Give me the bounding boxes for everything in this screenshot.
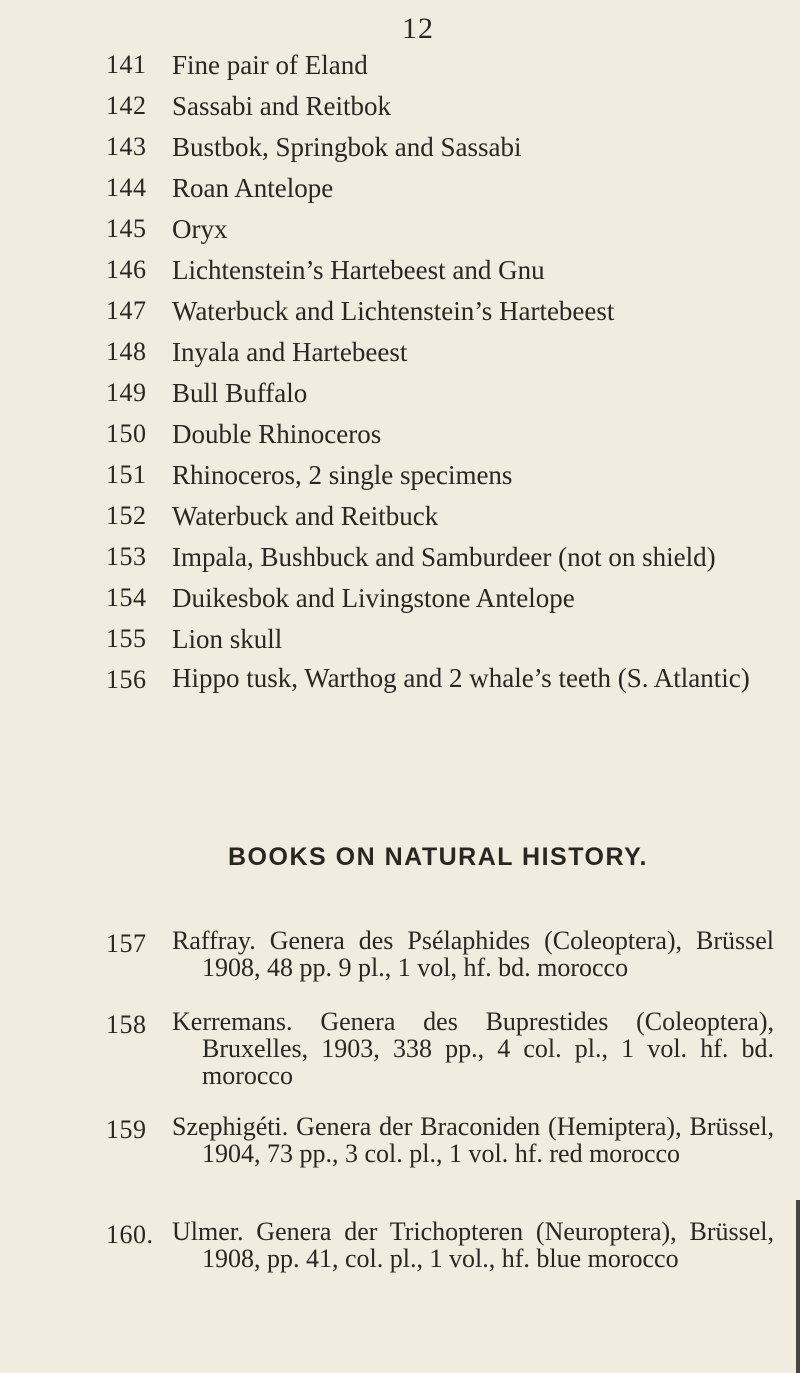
lot-description: Rhinoceros, 2 single specimens: [172, 460, 513, 490]
lot-description: Waterbuck and Lichtenstein’s Hartebeest: [172, 296, 615, 326]
lot-number: 146: [106, 255, 147, 284]
lot-description-text: Hippo tusk, Warthog and 2 whale’s teeth (S. Atlantic): [172, 663, 750, 693]
lot-number: 159: [106, 1115, 147, 1144]
lot-description: Impala, Bushbuck and Samburdeer (not on shield): [172, 542, 716, 572]
lot-description: Duikesbok and Livingstone Antelope: [172, 583, 575, 613]
lot-number: 151: [106, 460, 147, 489]
lot-description: [172, 927, 774, 981]
lot-description: Bull Buffalo: [172, 378, 308, 408]
lot-description: [172, 663, 774, 694]
lot-description: Roan Antelope: [172, 173, 334, 203]
lot-number: 153: [106, 542, 147, 571]
lot-description: Lichtenstein’s Hartebeest and Gnu: [172, 255, 545, 285]
lot-number: 142: [106, 91, 147, 120]
lot-description-text: Ulmer. Genera der Trichopteren (Neuroptera), Brüssel, 1908, pp. 41, col. pl., 1 vol., hf. blue morocco: [172, 1217, 774, 1273]
page-number: 12: [402, 12, 434, 45]
lot-description: Waterbuck and Reitbuck: [172, 501, 439, 531]
page-edge-shadow: [796, 1200, 800, 1373]
lot-number: 152: [106, 501, 147, 530]
lot-number: 149: [106, 378, 147, 407]
lot-number: 154: [106, 583, 147, 612]
lot-number: 145: [106, 214, 147, 243]
lot-description: Bustbok, Springbok and Sassabi: [172, 132, 522, 162]
lot-number: 147: [106, 296, 147, 325]
lot-description: [172, 1218, 774, 1272]
lot-description-text: Raffray. Genera des Psélaphides (Coleoptera), Brüssel 1908, 48 pp. 9 pl., 1 vol, hf. bd. morocco: [172, 926, 774, 982]
lot-description-text: Szephigéti. Genera der Braconiden (Hemiptera), Brüssel, 1904, 73 pp., 3 col. pl., 1 vol. hf. red morocco: [172, 1112, 774, 1168]
lot-number: 148: [106, 337, 147, 366]
lot-number: 158: [106, 1010, 147, 1039]
lot-description: [172, 1008, 774, 1089]
lot-description: Sassabi and Reitbok: [172, 91, 391, 121]
lot-description: Inyala and Hartebeest: [172, 337, 408, 367]
lot-description-text: Kerremans. Genera des Buprestides (Coleoptera), Bruxelles, 1903, 338 pp., 4 col. pl., 1 vol. hf. bd. morocco: [172, 1007, 774, 1090]
section-heading: BOOKS ON NATURAL HISTORY.: [228, 843, 648, 871]
lot-number: 141: [106, 50, 147, 79]
lot-description: Lion skull: [172, 624, 283, 654]
lot-number: 157: [106, 929, 147, 958]
lot-number: 144: [106, 173, 147, 202]
lot-number: 156: [106, 665, 147, 694]
lot-description: Oryx: [172, 214, 228, 244]
lot-description: [172, 1113, 774, 1167]
lot-number: 160.: [106, 1220, 154, 1249]
lot-number: 150: [106, 419, 147, 448]
lot-number: 155: [106, 624, 147, 653]
lot-description: Double Rhinoceros: [172, 419, 382, 449]
lot-number: 143: [106, 132, 147, 161]
lot-description: Fine pair of Eland: [172, 50, 368, 80]
